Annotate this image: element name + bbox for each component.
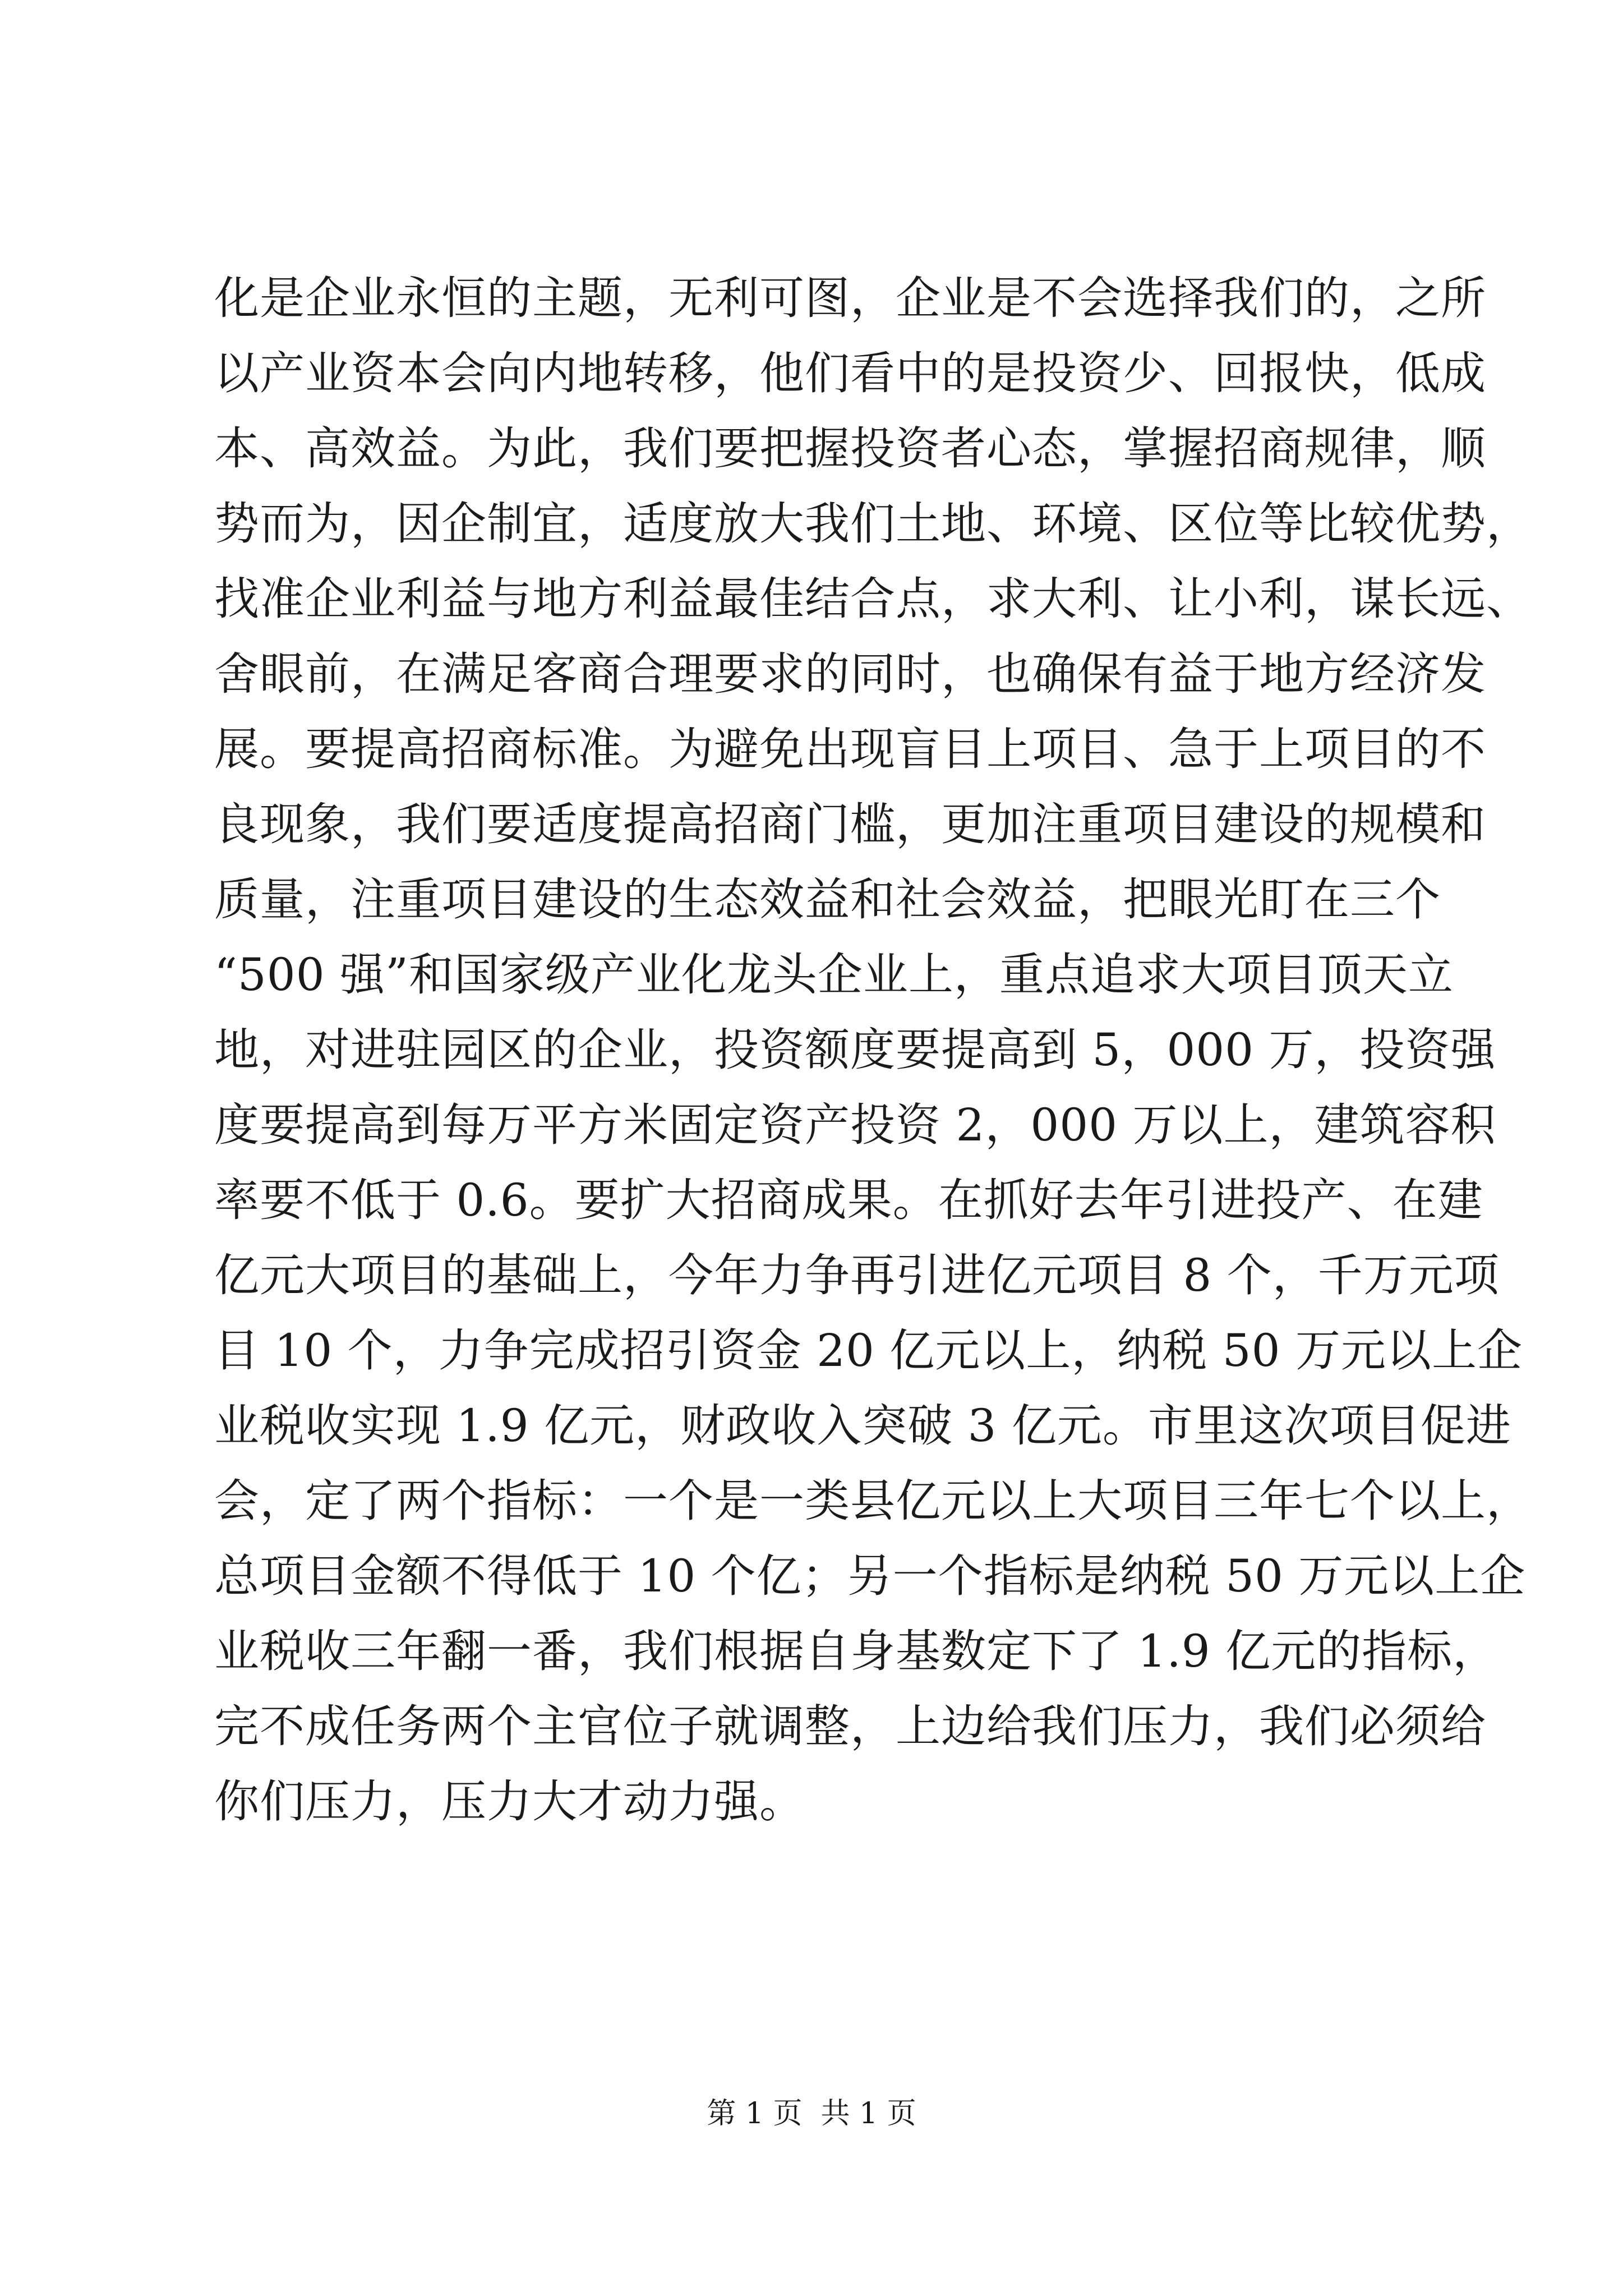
text-line: 良现象，我们要适度提高招商门槛，更加注重项目建设的规模和 — [214, 798, 1486, 850]
text-line: 质量，注重项目建设的生态效益和社会效益，把眼光盯在三个 — [214, 873, 1441, 926]
text-line: 会，定了两个指标：一个是一类县亿元以上大项目三年七个以上， — [214, 1475, 1532, 1527]
text-line: 度要提高到每万平方米固定资产投资 2，000 万以上，建筑容积 — [214, 1099, 1496, 1151]
text-line: 完不成任务两个主官位子就调整，上边给我们压力，我们必须给 — [214, 1700, 1486, 1752]
text-line: 舍眼前，在满足客商合理要求的同时，也确保有益于地方经济发 — [214, 648, 1486, 700]
text-line: 目 10 个，力争完成招引资金 20 亿元以上，纳税 50 万元以上企 — [214, 1324, 1523, 1377]
text-line: 率要不低于 0.6。要扩大招商成果。在抓好去年引进投产、在建 — [214, 1174, 1483, 1226]
text-line: 亿元大项目的基础上，今年力争再引进亿元项目 8 个，千万元项 — [214, 1249, 1500, 1301]
text-line: 本、高效益。为此，我们要把握投资者心态，掌握招商规律，顺 — [214, 422, 1486, 475]
text-line: 势而为，因企制宜，适度放大我们土地、环境、区位等比较优势， — [214, 498, 1532, 550]
body-paragraph — [214, 261, 1532, 1839]
text-line: “500 强”和国家级产业化龙头企业上，重点追求大项目顶天立 — [214, 949, 1454, 1001]
text-line: 以产业资本会向内地转移，他们看中的是投资少、回报快，低成 — [214, 347, 1486, 399]
text-line: 地，对进驻园区的企业，投资额度要提高到 5，000 万，投资强 — [214, 1024, 1496, 1076]
page-number-footer: 第 1 页 共 1 页 — [707, 2097, 916, 2131]
text-line-last: 你们压力，压力大才动力强。 — [214, 1775, 805, 1828]
text-line: 化是企业永恒的主题，无利可图，企业是不会选择我们的，之所 — [214, 272, 1486, 324]
text-line: 找准企业利益与地方利益最佳结合点，求大利、让小利，谋长远、 — [214, 573, 1532, 625]
text-line: 展。要提高招商标准。为避免出现盲目上项目、急于上项目的不 — [214, 723, 1486, 775]
text-line: 总项目金额不得低于 10 个亿；另一个指标是纳税 50 万元以上企 — [214, 1550, 1526, 1602]
text-line: 业税收实现 1.9 亿元，财政收入突破 3 亿元。市里这次项目促进 — [214, 1400, 1511, 1452]
text-line: 业税收三年翻一番，我们根据自身基数定下了 1.9 亿元的指标， — [214, 1625, 1498, 1677]
